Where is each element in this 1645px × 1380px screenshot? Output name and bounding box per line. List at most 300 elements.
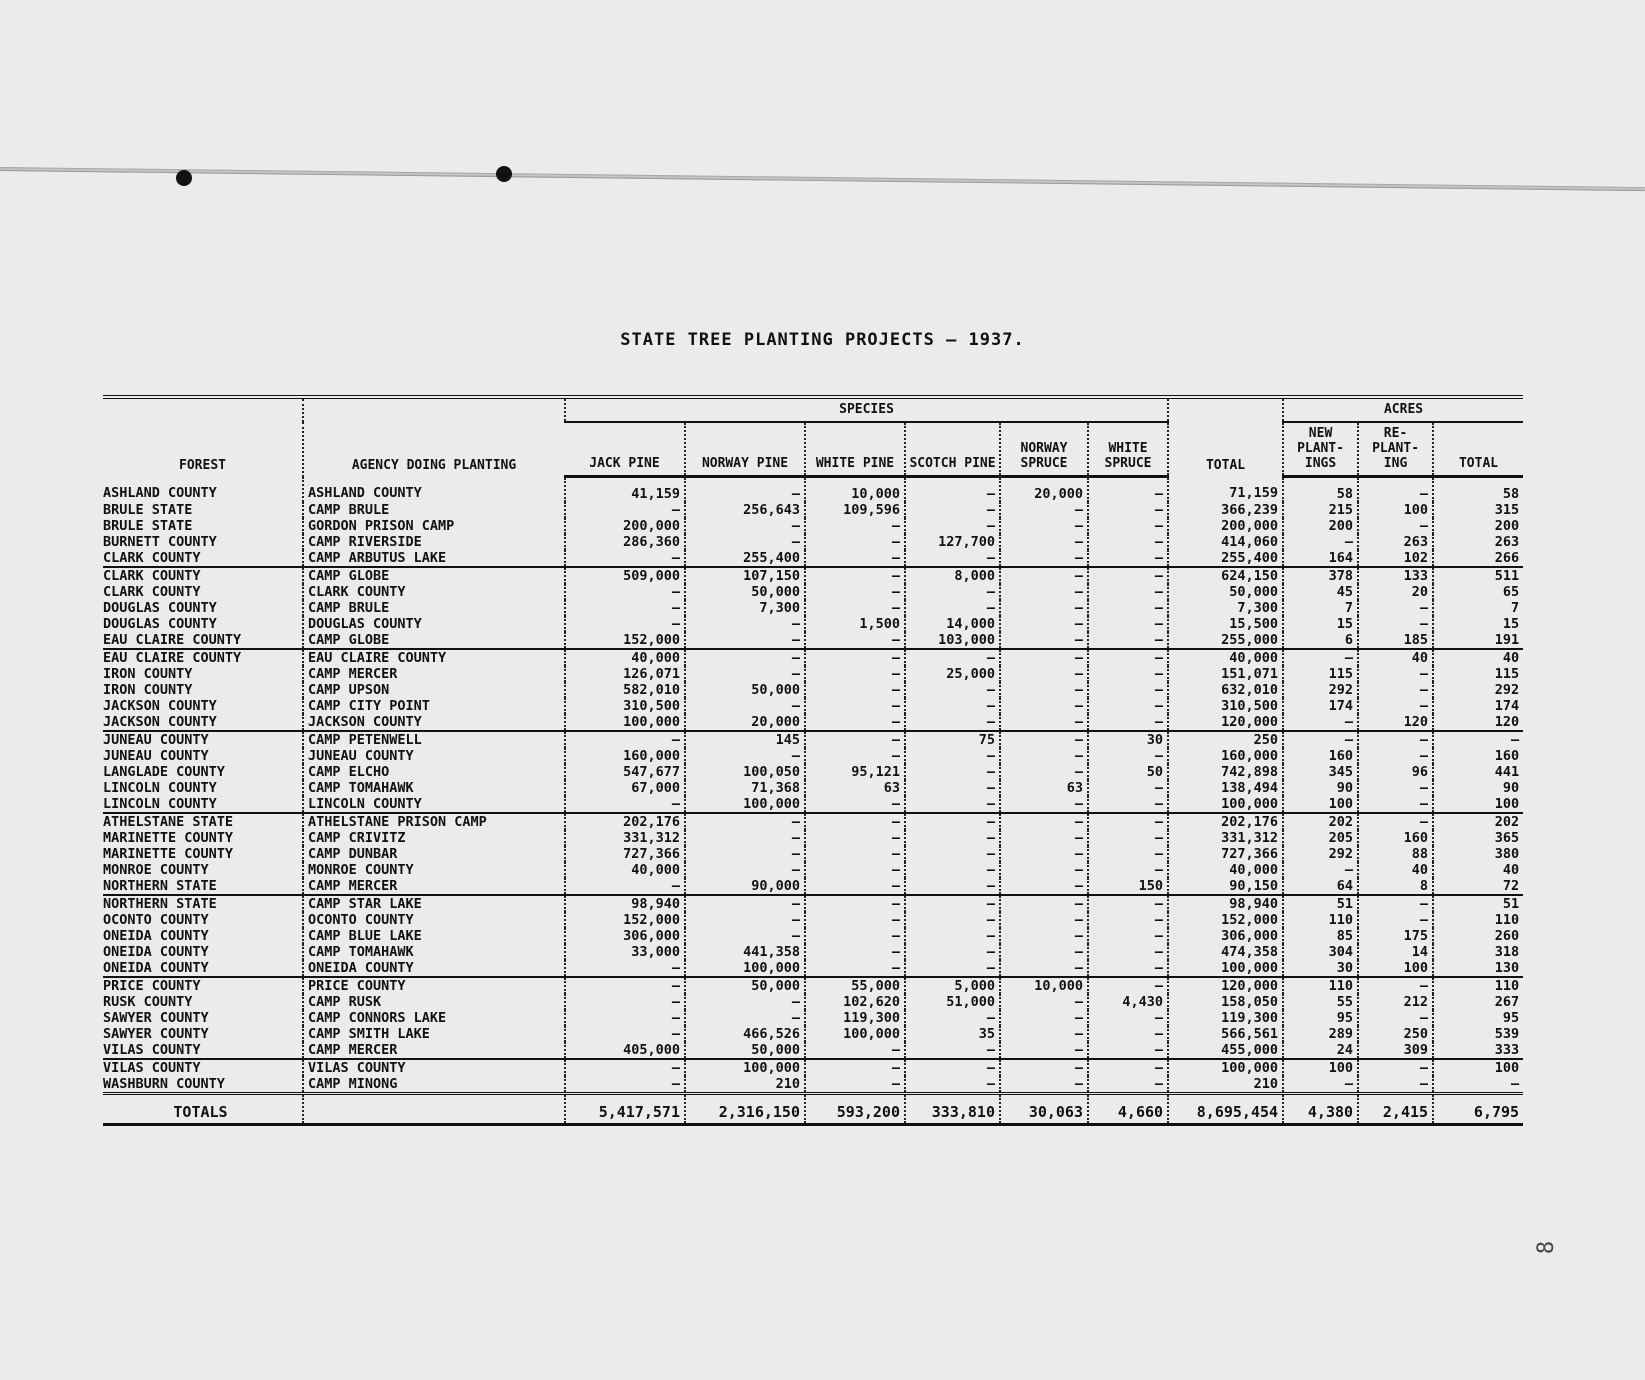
cell-re-planting: — bbox=[1358, 698, 1433, 714]
cell-re-planting: — bbox=[1358, 796, 1433, 813]
cell-agency: CAMP MERCER bbox=[303, 666, 565, 682]
cell-new-plantings: 51 bbox=[1283, 895, 1358, 912]
cell-norway-pine: 100,000 bbox=[685, 960, 805, 977]
table-row bbox=[103, 600, 1523, 616]
cell-new-plantings: 164 bbox=[1283, 550, 1358, 567]
table-row bbox=[103, 830, 1523, 846]
table-row bbox=[103, 878, 1523, 895]
cell-white-spruce: 150 bbox=[1088, 878, 1168, 895]
cell-acres-total: 100 bbox=[1433, 1059, 1523, 1076]
cell-scotch-pine: 75 bbox=[905, 731, 1000, 748]
cell-norway-pine: — bbox=[685, 518, 805, 534]
cell-jack-pine: 405,000 bbox=[565, 1042, 685, 1059]
cell-norway-pine: — bbox=[685, 994, 805, 1010]
cell-norway-spruce: — bbox=[1000, 862, 1088, 878]
cell-norway-spruce: — bbox=[1000, 1010, 1088, 1026]
cell-total-trees: 255,400 bbox=[1168, 550, 1283, 567]
cell-forest: DOUGLAS COUNTY bbox=[103, 600, 217, 616]
cell-scotch-pine: — bbox=[905, 780, 1000, 796]
cell-jack-pine: — bbox=[565, 960, 685, 977]
cell-norway-pine: — bbox=[685, 666, 805, 682]
cell-forest: NORTHERN STATE bbox=[103, 896, 217, 912]
cell-agency: GORDON PRISON CAMP bbox=[303, 518, 565, 534]
cell-white-spruce: — bbox=[1088, 1010, 1168, 1026]
table-row bbox=[103, 780, 1523, 796]
cell-agency: CAMP TOMAHAWK bbox=[303, 780, 565, 796]
cell-jack-pine: 286,360 bbox=[565, 534, 685, 550]
cell-re-planting: 160 bbox=[1358, 830, 1433, 846]
cell-norway-pine: — bbox=[685, 1010, 805, 1026]
cell-norway-pine: 20,000 bbox=[685, 714, 805, 731]
cell-agency: CAMP MERCER bbox=[303, 1042, 565, 1059]
cell-forest: LINCOLN COUNTY bbox=[103, 780, 217, 796]
cell-norway-pine: 50,000 bbox=[685, 682, 805, 698]
cell-white-spruce: — bbox=[1088, 502, 1168, 518]
cell-total-trees: 566,561 bbox=[1168, 1026, 1283, 1042]
cell-total-trees: 160,000 bbox=[1168, 748, 1283, 764]
cell-acres-total: 7 bbox=[1433, 600, 1523, 616]
cell-white-spruce: — bbox=[1088, 649, 1168, 666]
cell-new-plantings: 345 bbox=[1283, 764, 1358, 780]
cell-total-trees: 624,150 bbox=[1168, 567, 1283, 584]
cell-norway-spruce: — bbox=[1000, 649, 1088, 666]
cell-agency: JUNEAU COUNTY bbox=[303, 748, 565, 764]
cell-acres-total: 110 bbox=[1433, 977, 1523, 994]
cell-white-spruce: — bbox=[1088, 960, 1168, 977]
header-norway-spruce: NORWAY SPRUCE bbox=[1000, 422, 1088, 477]
cell-jack-pine: 33,000 bbox=[565, 944, 685, 960]
cell-re-planting: — bbox=[1358, 666, 1433, 682]
cell-white-spruce: — bbox=[1088, 534, 1168, 550]
cell-new-plantings: — bbox=[1283, 862, 1358, 878]
cell-white-spruce: — bbox=[1088, 1042, 1168, 1059]
cell-re-planting: — bbox=[1358, 1010, 1433, 1026]
cell-white-spruce: — bbox=[1088, 550, 1168, 567]
table-row bbox=[103, 567, 1523, 584]
cell-total-trees: 40,000 bbox=[1168, 862, 1283, 878]
cell-norway-pine: — bbox=[685, 928, 805, 944]
cell-new-plantings: 95 bbox=[1283, 1010, 1358, 1026]
cell-total-trees: 98,940 bbox=[1168, 895, 1283, 912]
cell-acres-total: 292 bbox=[1433, 682, 1523, 698]
cell-white-spruce: — bbox=[1088, 714, 1168, 731]
cell-scotch-pine: — bbox=[905, 477, 1000, 503]
cell-norway-spruce: — bbox=[1000, 928, 1088, 944]
cell-agency: ONEIDA COUNTY bbox=[303, 960, 565, 977]
cell-agency: LINCOLN COUNTY bbox=[303, 796, 565, 813]
cell-forest: SAWYER COUNTY bbox=[103, 1026, 209, 1042]
cell-agency: CLARK COUNTY bbox=[303, 584, 565, 600]
cell-forest: RUSK COUNTY bbox=[103, 994, 193, 1010]
cell-re-planting: 133 bbox=[1358, 567, 1433, 584]
cell-forest: BRULE STATE bbox=[103, 518, 193, 534]
cell-white-pine: — bbox=[805, 584, 905, 600]
cell-forest: WASHBURN COUNTY bbox=[103, 1076, 225, 1092]
cell-white-pine: 100,000 bbox=[805, 1026, 905, 1042]
cell-total-trees: 100,000 bbox=[1168, 796, 1283, 813]
cell-new-plantings: 15 bbox=[1283, 616, 1358, 632]
cell-re-planting: 120 bbox=[1358, 714, 1433, 731]
cell-white-pine: — bbox=[805, 796, 905, 813]
cell-acres-total: 318 bbox=[1433, 944, 1523, 960]
cell-norway-pine: 50,000 bbox=[685, 584, 805, 600]
cell-white-pine: — bbox=[805, 1042, 905, 1059]
cell-agency: CAMP CITY POINT bbox=[303, 698, 565, 714]
header-acres-total: TOTAL bbox=[1433, 422, 1523, 477]
cell-agency: DOUGLAS COUNTY bbox=[303, 616, 565, 632]
cell-norway-spruce: — bbox=[1000, 1076, 1088, 1094]
cell-total-trees: 742,898 bbox=[1168, 764, 1283, 780]
cell-norway-spruce: — bbox=[1000, 600, 1088, 616]
cell-scotch-pine: — bbox=[905, 846, 1000, 862]
cell-re-planting: 175 bbox=[1358, 928, 1433, 944]
cell-forest: ONEIDA COUNTY bbox=[103, 928, 209, 944]
cell-norway-spruce: — bbox=[1000, 682, 1088, 698]
cell-scotch-pine: — bbox=[905, 518, 1000, 534]
header-jack-pine: JACK PINE bbox=[565, 422, 685, 477]
cell-new-plantings: 292 bbox=[1283, 682, 1358, 698]
cell-agency: CAMP CRIVITZ bbox=[303, 830, 565, 846]
cell-re-planting: 96 bbox=[1358, 764, 1433, 780]
cell-re-planting: — bbox=[1358, 682, 1433, 698]
cell-scotch-pine: 51,000 bbox=[905, 994, 1000, 1010]
cell-white-pine: — bbox=[805, 534, 905, 550]
cell-norway-pine: — bbox=[685, 862, 805, 878]
cell-forest: JACKSON COUNTY bbox=[103, 714, 303, 731]
cell-agency: CAMP ARBUTUS LAKE bbox=[303, 550, 565, 567]
cell-white-pine: — bbox=[805, 731, 905, 748]
cell-white-pine: — bbox=[805, 895, 905, 912]
cell-scotch-pine: — bbox=[905, 649, 1000, 666]
cell-total-trees: 138,494 bbox=[1168, 780, 1283, 796]
cell-new-plantings: 45 bbox=[1283, 584, 1358, 600]
cell-new-plantings: 202 bbox=[1283, 813, 1358, 830]
cell-new-plantings: 292 bbox=[1283, 846, 1358, 862]
table-row bbox=[103, 944, 1523, 960]
cell-new-plantings: — bbox=[1283, 534, 1358, 550]
cell-re-planting: — bbox=[1358, 477, 1433, 503]
cell-norway-spruce: — bbox=[1000, 764, 1088, 780]
cell-agency: CAMP ELCHO bbox=[303, 764, 565, 780]
cell-jack-pine: 310,500 bbox=[565, 698, 685, 714]
cell-white-spruce: — bbox=[1088, 477, 1168, 503]
cell-total-trees: 632,010 bbox=[1168, 682, 1283, 698]
cell-new-plantings: 110 bbox=[1283, 912, 1358, 928]
cell-jack-pine: — bbox=[565, 600, 685, 616]
table-row bbox=[103, 960, 1523, 977]
cell-jack-pine: 509,000 bbox=[565, 567, 685, 584]
cell-forest: ATHELSTANE STATE bbox=[103, 814, 234, 830]
cell-agency: CAMP BLUE LAKE bbox=[303, 928, 565, 944]
page-number: 8 bbox=[1534, 1240, 1560, 1255]
cell-re-planting: — bbox=[1358, 813, 1433, 830]
cell-new-plantings: 215 bbox=[1283, 502, 1358, 518]
cell-re-planting: — bbox=[1358, 518, 1433, 534]
cell-norway-spruce: — bbox=[1000, 518, 1088, 534]
cell-norway-pine: — bbox=[685, 477, 805, 503]
cell-white-pine: — bbox=[805, 698, 905, 714]
cell-acres-total: 174 bbox=[1433, 698, 1523, 714]
cell-new-plantings: 58 bbox=[1283, 477, 1358, 503]
cell-norway-pine: — bbox=[685, 649, 805, 666]
table-row bbox=[103, 895, 1523, 912]
cell-re-planting: 309 bbox=[1358, 1042, 1433, 1059]
cell-total-trees: 152,000 bbox=[1168, 912, 1283, 928]
cell-new-plantings: 7 bbox=[1283, 600, 1358, 616]
cell-white-pine: — bbox=[805, 813, 905, 830]
cell-forest: CLARK COUNTY bbox=[103, 550, 303, 567]
cell-acres-total: 51 bbox=[1433, 895, 1523, 912]
header-scotch-pine: SCOTCH PINE bbox=[905, 422, 1000, 477]
cell-norway-pine: — bbox=[685, 912, 805, 928]
cell-acres-total: 200 bbox=[1433, 518, 1523, 534]
cell-agency: CAMP PETENWELL bbox=[303, 731, 565, 748]
cell-white-spruce: — bbox=[1088, 666, 1168, 682]
cell-re-planting: — bbox=[1358, 616, 1433, 632]
cell-white-spruce: — bbox=[1088, 944, 1168, 960]
cell-scotch-pine: — bbox=[905, 764, 1000, 780]
cell-jack-pine: 41,159 bbox=[565, 477, 685, 503]
cell-jack-pine: 582,010 bbox=[565, 682, 685, 698]
cell-acres-total: 380 bbox=[1433, 846, 1523, 862]
cell-norway-pine: 71,368 bbox=[685, 780, 805, 796]
cell-white-spruce: — bbox=[1088, 796, 1168, 813]
table-body bbox=[103, 477, 1523, 1094]
cell-new-plantings: 100 bbox=[1283, 796, 1358, 813]
cell-re-planting: — bbox=[1358, 977, 1433, 994]
binding-wire bbox=[0, 167, 1645, 191]
cell-white-pine: 109,596 bbox=[805, 502, 905, 518]
cell-agency: CAMP GLOBE bbox=[303, 632, 565, 649]
cell-acres-total: 511 bbox=[1433, 567, 1523, 584]
cell-jack-pine: 547,677 bbox=[565, 764, 685, 780]
cell-total-trees: 474,358 bbox=[1168, 944, 1283, 960]
table-row bbox=[103, 632, 1523, 649]
cell-total-trees: 71,159 bbox=[1168, 477, 1283, 503]
cell-re-planting: — bbox=[1358, 748, 1433, 764]
table-row bbox=[103, 928, 1523, 944]
cell-white-spruce: — bbox=[1088, 1076, 1168, 1094]
cell-new-plantings: 24 bbox=[1283, 1042, 1358, 1059]
cell-norway-spruce: — bbox=[1000, 878, 1088, 895]
cell-agency: CAMP UPSON bbox=[303, 682, 565, 698]
cell-white-pine: — bbox=[805, 682, 905, 698]
cell-norway-pine: — bbox=[685, 813, 805, 830]
cell-norway-pine: — bbox=[685, 895, 805, 912]
cell-agency: CAMP MINONG bbox=[303, 1076, 565, 1094]
cell-norway-spruce: — bbox=[1000, 912, 1088, 928]
cell-total-trees: 455,000 bbox=[1168, 1042, 1283, 1059]
cell-white-spruce: — bbox=[1088, 600, 1168, 616]
cell-forest: CLARK COUNTY bbox=[103, 568, 201, 584]
header-white-spruce: WHITE SPRUCE bbox=[1088, 422, 1168, 477]
cell-acres-total: — bbox=[1433, 1076, 1523, 1094]
cell-norway-spruce: — bbox=[1000, 895, 1088, 912]
cell-new-plantings: 289 bbox=[1283, 1026, 1358, 1042]
cell-re-planting: 250 bbox=[1358, 1026, 1433, 1042]
cell-scotch-pine: — bbox=[905, 862, 1000, 878]
cell-re-planting: 88 bbox=[1358, 846, 1433, 862]
cell-forest: IRON COUNTY bbox=[103, 682, 193, 698]
cell-acres-total: 40 bbox=[1433, 649, 1523, 666]
cell-forest: JUNEAU COUNTY bbox=[103, 732, 209, 748]
cell-norway-spruce: — bbox=[1000, 748, 1088, 764]
cell-acres-total: 202 bbox=[1433, 813, 1523, 830]
cell-forest: VILAS COUNTY bbox=[103, 1042, 303, 1059]
cell-acres-total: 315 bbox=[1433, 502, 1523, 518]
cell-total-trees: 366,239 bbox=[1168, 502, 1283, 518]
cell-white-pine: — bbox=[805, 714, 905, 731]
cell-white-pine: — bbox=[805, 600, 905, 616]
cell-acres-total: 115 bbox=[1433, 666, 1523, 682]
cell-norway-pine: 90,000 bbox=[685, 878, 805, 895]
cell-white-pine: — bbox=[805, 567, 905, 584]
cell-norway-pine: 50,000 bbox=[685, 977, 805, 994]
table-row bbox=[103, 748, 1523, 764]
cell-total-trees: 120,000 bbox=[1168, 714, 1283, 731]
cell-forest: IRON COUNTY bbox=[103, 666, 193, 682]
table-row bbox=[103, 1059, 1523, 1076]
header-white-pine: WHITE PINE bbox=[805, 422, 905, 477]
cell-acres-total: 15 bbox=[1433, 616, 1523, 632]
cell-new-plantings: 64 bbox=[1283, 878, 1358, 895]
cell-agency: JACKSON COUNTY bbox=[303, 714, 565, 731]
cell-total-trees: 120,000 bbox=[1168, 977, 1283, 994]
cell-total-trees: 331,312 bbox=[1168, 830, 1283, 846]
cell-total-trees: 200,000 bbox=[1168, 518, 1283, 534]
cell-white-pine: 63 bbox=[805, 780, 905, 796]
table-row bbox=[103, 666, 1523, 682]
cell-forest: PRICE COUNTY bbox=[103, 978, 201, 994]
cell-white-spruce: — bbox=[1088, 1026, 1168, 1042]
cell-jack-pine: 67,000 bbox=[565, 780, 685, 796]
cell-white-pine: — bbox=[805, 912, 905, 928]
cell-acres-total: 110 bbox=[1433, 912, 1523, 928]
cell-forest: OCONTO COUNTY bbox=[103, 912, 209, 928]
cell-white-spruce: — bbox=[1088, 780, 1168, 796]
cell-forest: MONROE COUNTY bbox=[103, 862, 209, 878]
cell-jack-pine: — bbox=[565, 1076, 685, 1094]
cell-re-planting: — bbox=[1358, 912, 1433, 928]
cell-acres-total: 333 bbox=[1433, 1042, 1523, 1059]
cell-forest: ASHLAND COUNTY bbox=[103, 485, 217, 502]
cell-new-plantings: 100 bbox=[1283, 1059, 1358, 1076]
table-row bbox=[103, 846, 1523, 862]
cell-forest: SAWYER COUNTY bbox=[103, 1010, 209, 1026]
cell-jack-pine: — bbox=[565, 731, 685, 748]
cell-re-planting: — bbox=[1358, 731, 1433, 748]
cell-white-pine: — bbox=[805, 1059, 905, 1076]
cell-scotch-pine: — bbox=[905, 1042, 1000, 1059]
cell-re-planting: — bbox=[1358, 895, 1433, 912]
cell-re-planting: — bbox=[1358, 1059, 1433, 1076]
cell-scotch-pine: — bbox=[905, 600, 1000, 616]
cell-scotch-pine: — bbox=[905, 698, 1000, 714]
cell-scotch-pine: 35 bbox=[905, 1026, 1000, 1042]
cell-norway-spruce: 10,000 bbox=[1000, 977, 1088, 994]
cell-re-planting: 263 bbox=[1358, 534, 1433, 550]
cell-scotch-pine: — bbox=[905, 830, 1000, 846]
cell-acres-total: 120 bbox=[1433, 714, 1523, 731]
cell-acres-total: 539 bbox=[1433, 1026, 1523, 1042]
cell-white-spruce: — bbox=[1088, 862, 1168, 878]
cell-total-trees: 202,176 bbox=[1168, 813, 1283, 830]
cell-acres-total: 72 bbox=[1433, 878, 1523, 895]
cell-new-plantings: 205 bbox=[1283, 830, 1358, 846]
cell-white-spruce: 50 bbox=[1088, 764, 1168, 780]
cell-forest: MARINETTE COUNTY bbox=[103, 846, 234, 862]
cell-agency: MONROE COUNTY bbox=[303, 862, 565, 878]
cell-total-trees: 40,000 bbox=[1168, 649, 1283, 666]
table-row bbox=[103, 502, 1523, 518]
cell-re-planting: 212 bbox=[1358, 994, 1433, 1010]
cell-acres-total: 100 bbox=[1433, 796, 1523, 813]
totals-scotch-pine: 333,810 bbox=[905, 1094, 1000, 1125]
cell-scotch-pine: — bbox=[905, 1010, 1000, 1026]
cell-agency: ASHLAND COUNTY bbox=[303, 477, 565, 503]
cell-norway-pine: 210 bbox=[685, 1076, 805, 1094]
cell-norway-pine: — bbox=[685, 534, 805, 550]
planting-table bbox=[103, 399, 1523, 1126]
cell-jack-pine: 152,000 bbox=[565, 632, 685, 649]
cell-white-pine: — bbox=[805, 632, 905, 649]
header-group-row bbox=[103, 399, 1523, 422]
cell-white-pine: — bbox=[805, 928, 905, 944]
cell-white-spruce: — bbox=[1088, 616, 1168, 632]
totals-white-pine: 593,200 bbox=[805, 1094, 905, 1125]
cell-re-planting: 20 bbox=[1358, 584, 1433, 600]
cell-total-trees: 255,000 bbox=[1168, 632, 1283, 649]
cell-white-spruce: — bbox=[1088, 518, 1168, 534]
cell-forest: BRULE STATE bbox=[103, 502, 193, 518]
planting-table-container bbox=[103, 395, 1523, 1126]
cell-new-plantings: 200 bbox=[1283, 518, 1358, 534]
cell-jack-pine: — bbox=[565, 878, 685, 895]
cell-white-pine: — bbox=[805, 846, 905, 862]
cell-total-trees: 90,150 bbox=[1168, 878, 1283, 895]
cell-agency: CAMP RIVERSIDE bbox=[303, 534, 565, 550]
cell-jack-pine: — bbox=[565, 1026, 685, 1042]
cell-norway-spruce: — bbox=[1000, 796, 1088, 813]
cell-white-pine: — bbox=[805, 830, 905, 846]
cell-norway-spruce: — bbox=[1000, 1059, 1088, 1076]
cell-agency: CAMP TOMAHAWK bbox=[303, 944, 565, 960]
cell-white-spruce: — bbox=[1088, 895, 1168, 912]
cell-jack-pine: 727,366 bbox=[565, 846, 685, 862]
cell-norway-spruce: — bbox=[1000, 714, 1088, 731]
cell-white-pine: — bbox=[805, 944, 905, 960]
cell-forest: BURNETT COUNTY bbox=[103, 534, 217, 550]
table-row bbox=[103, 1042, 1523, 1059]
cell-jack-pine: 40,000 bbox=[565, 649, 685, 666]
cell-scotch-pine: — bbox=[905, 1076, 1000, 1094]
cell-scotch-pine: 103,000 bbox=[905, 632, 1000, 649]
cell-new-plantings: 85 bbox=[1283, 928, 1358, 944]
cell-forest: CLARK COUNTY bbox=[103, 584, 201, 600]
cell-jack-pine: 126,071 bbox=[565, 666, 685, 682]
cell-new-plantings: 115 bbox=[1283, 666, 1358, 682]
cell-white-pine: — bbox=[805, 1076, 905, 1094]
cell-agency: CAMP RUSK bbox=[303, 994, 565, 1010]
cell-scotch-pine: — bbox=[905, 502, 1000, 518]
table-row bbox=[103, 534, 1523, 550]
cell-jack-pine: 200,000 bbox=[565, 518, 685, 534]
cell-forest: ONEIDA COUNTY bbox=[103, 960, 303, 977]
cell-re-planting: 185 bbox=[1358, 632, 1433, 649]
cell-white-pine: 102,620 bbox=[805, 994, 905, 1010]
cell-agency: CAMP BRULE bbox=[303, 502, 565, 518]
cell-white-pine: — bbox=[805, 960, 905, 977]
